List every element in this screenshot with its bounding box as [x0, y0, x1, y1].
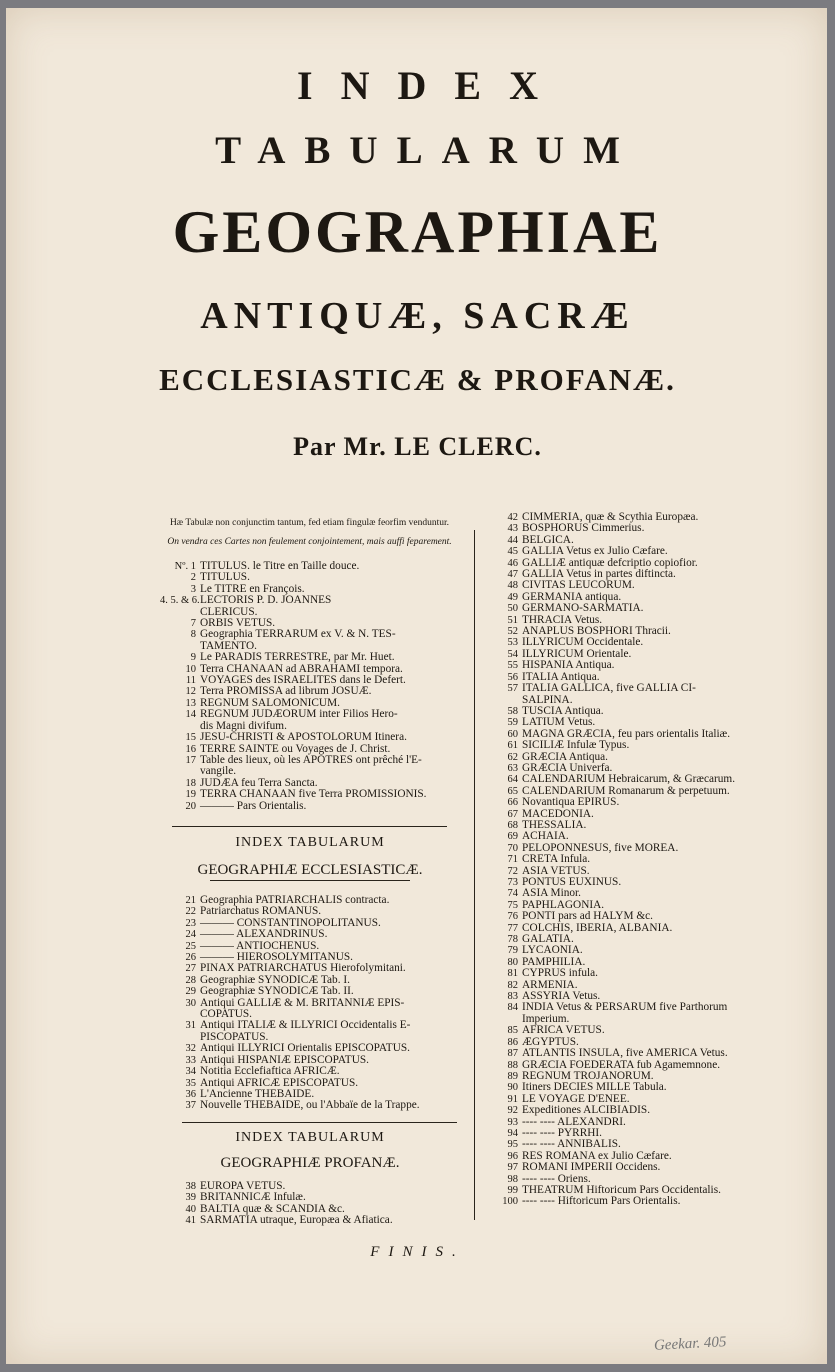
entry-number: 14: [185, 709, 196, 721]
map-entry: [482, 854, 782, 865]
entry-number: 41: [185, 1215, 196, 1227]
entry-number: 33: [185, 1054, 196, 1066]
entry-number: 88: [507, 1059, 518, 1071]
entry-title: ---- ---- Oriens.: [522, 1172, 591, 1185]
entry-number: 40: [185, 1203, 196, 1215]
entry-number: 18: [185, 777, 196, 789]
map-entry: [482, 1082, 782, 1093]
entry-title: ——— Pars Orientalis.: [200, 799, 307, 812]
entry-title: ÆGYPTUS.: [522, 1035, 579, 1048]
entry-title: Geographia PATRIARCHALIS contracta.: [200, 894, 390, 906]
entry-title: GALLIA Vetus in partes diftincta.: [522, 568, 676, 581]
entry-number: 91: [507, 1093, 518, 1105]
entry-title: CALENDARIUM Romanarum & perpetuum.: [522, 784, 730, 797]
entry-title: ——— CONSTANTINOPOLITANUS.: [200, 916, 381, 929]
entry-title: Geographiæ SYNODICÆ Tab. I.: [200, 973, 350, 986]
map-entry: [482, 740, 782, 751]
entry-number: 52: [507, 626, 518, 638]
entry-number: 96: [507, 1150, 518, 1162]
entry-number: 73: [507, 877, 518, 888]
entry-number: 80: [507, 956, 518, 968]
entry-number: [482, 695, 522, 706]
entry-title: PISCOPATUS.: [200, 1030, 269, 1043]
entry-number: 70: [507, 842, 518, 854]
entry-title: LECTORIS P. D. JOANNES: [200, 594, 332, 607]
entry-title: LYCAONIA.: [522, 944, 583, 957]
entry-number: 39: [185, 1192, 196, 1204]
entry-title: Le PARADIS TERRESTRE, par Mr. Huet.: [200, 651, 395, 664]
divider: [172, 826, 447, 827]
entry-number: 25: [185, 940, 196, 952]
entry-number: 100: [502, 1196, 518, 1208]
ecclesiastic-subheading: GEOGRAPHIÆ ECCLESIASTICÆ.: [197, 862, 423, 878]
entry-title: Antiqui ILLYRICI Orientalis EPISCOPATUS.: [200, 1042, 410, 1055]
entry-number: 47: [507, 569, 518, 581]
entry-number: [160, 1032, 200, 1043]
entry-title: LE VOYAGE D'ENEE.: [522, 1092, 630, 1105]
entry-number: 82: [507, 979, 518, 991]
entry-number: 78: [507, 934, 518, 946]
map-entry: [482, 911, 782, 922]
entry-number: 66: [507, 797, 518, 809]
entry-number: 13: [185, 697, 196, 709]
entry-number: 51: [507, 614, 518, 626]
entry-number: 30: [185, 997, 196, 1009]
entry-title: ---- ---- ALEXANDRI.: [522, 1115, 626, 1128]
entry-title: Expeditiones ALCIBIADIS.: [522, 1104, 651, 1117]
entry-title: MAGNA GRÆCIA, feu pars orientalis Italiæ.: [522, 727, 731, 740]
entry-number: 59: [507, 717, 518, 729]
profane-map-list-continued: [482, 512, 782, 1208]
map-entry: [160, 1215, 460, 1226]
entry-title: GERMANIA antiqua.: [522, 590, 622, 603]
entry-number: 8: [190, 629, 196, 641]
entry-title: MACEDONIA.: [522, 807, 594, 820]
entry-title: CRETA Infula.: [522, 853, 591, 866]
map-entry: [482, 1025, 782, 1036]
entry-title: ---- ---- Hiftoricum Pars Orientalis.: [522, 1195, 681, 1208]
entry-title: RES ROMANA ex Julio Cæfare.: [522, 1149, 672, 1162]
entry-number: Nº. 1: [174, 561, 196, 572]
entry-title: Antiqui AFRICÆ EPISCOPATUS.: [200, 1076, 359, 1089]
ecclesiastic-map-list: [160, 895, 460, 1112]
map-entry: [160, 652, 460, 663]
entry-number: 65: [507, 785, 518, 797]
entry-number: 9: [190, 652, 196, 664]
entry-number: 84: [507, 1002, 518, 1014]
entry-number: 24: [185, 929, 196, 941]
entry-title: TAMENTO.: [200, 639, 257, 652]
entry-number: 87: [507, 1048, 518, 1060]
entry-number: 67: [507, 808, 518, 820]
map-entry: [160, 595, 460, 606]
entry-title: GALLIA Vetus ex Julio Cæfare.: [522, 545, 668, 558]
entry-number: 32: [185, 1043, 196, 1055]
sacred-map-list: [160, 561, 460, 812]
entry-number: 3: [190, 583, 196, 595]
entry-number: 61: [507, 740, 518, 752]
entry-number: [160, 607, 200, 618]
profane-heading: INDEX TABULARUM: [235, 1130, 385, 1145]
map-entry: [482, 660, 782, 671]
entry-title: CLERICUS.: [200, 605, 258, 618]
entry-number: 62: [507, 751, 518, 763]
entry-title: BRITANNICÆ Infulæ.: [200, 1191, 306, 1204]
entry-title: ITALIA Antiqua.: [522, 670, 600, 683]
title-index: INDEX: [297, 63, 566, 108]
entry-title: PINAX PATRIARCHATUS Hierofolymitani.: [200, 962, 406, 975]
entry-title: Antiqui GALLIÆ & M. BRITANNIÆ EPIS-: [200, 996, 405, 1009]
entry-number: 71: [507, 854, 518, 866]
entry-title: SALPINA.: [522, 693, 573, 706]
entry-title: ITALIA GALLICA, five GALLIA CI-: [522, 682, 696, 695]
entry-title: Geographia TERRARUM ex V. & N. TES-: [200, 628, 396, 641]
map-entry: [160, 801, 460, 812]
entry-title: VOYAGES des ISRAELITES dans le Defert.: [200, 674, 406, 687]
divider: [182, 1122, 457, 1123]
finis: FINIS.: [370, 1244, 465, 1260]
entry-title: Patriarchatus ROMANUS.: [200, 905, 322, 918]
entry-title: TUSCIA Antiqua.: [522, 704, 604, 717]
entry-title: ---- ---- ANNIBALIS.: [522, 1138, 621, 1151]
entry-title: GERMANO-SARMATIA.: [522, 602, 644, 615]
entry-title: COLCHIS, IBERIA, ALBANIA.: [522, 921, 673, 934]
entry-number: 57: [507, 683, 518, 695]
entry-number: 11: [185, 675, 196, 687]
title-antiquae-sacrae: ANTIQUÆ, SACRÆ: [200, 295, 635, 337]
entry-number: 26: [185, 952, 196, 964]
entry-number: 29: [185, 986, 196, 998]
entry-number: 28: [185, 974, 196, 986]
entry-number: 83: [507, 991, 518, 1003]
entry-title: THEATRUM Hiftoricum Pars Occidentalis.: [522, 1183, 721, 1196]
entry-title: GALATIA.: [522, 933, 574, 946]
map-entry: [160, 929, 460, 940]
entry-title: EUROPA VETUS.: [200, 1180, 286, 1192]
entry-number: 93: [507, 1116, 518, 1128]
entry-title: BOSPHORUS Cimmerius.: [522, 522, 645, 535]
entry-number: 42: [507, 512, 518, 523]
map-entry: [160, 732, 460, 743]
entry-number: 79: [507, 945, 518, 957]
entry-number: 76: [507, 911, 518, 923]
author-line: Par Mr. LE CLERC.: [293, 432, 542, 461]
entry-title: L'Ancienne THEBAIDE.: [200, 1087, 315, 1100]
entry-number: 12: [185, 686, 196, 698]
entry-title: PAMPHILIA.: [522, 955, 586, 968]
entry-number: [160, 721, 200, 732]
entry-title: JUDÆA feu Terra Sancta.: [200, 776, 318, 789]
entry-title: ASIA VETUS.: [522, 864, 590, 877]
entry-number: 99: [507, 1184, 518, 1196]
entry-number: 86: [507, 1036, 518, 1048]
entry-number: 2: [190, 572, 196, 584]
entry-title: Table des lieux, où les APOTRES ont prêché l'E-: [200, 753, 422, 766]
map-entry: [482, 546, 782, 557]
entry-title: ---- ---- PYRRHI.: [522, 1126, 602, 1139]
entry-number: 7: [190, 618, 196, 630]
entry-title: TITULUS.: [200, 571, 250, 584]
entry-number: [160, 1009, 200, 1020]
entry-number: 44: [507, 534, 518, 546]
column-rule: [474, 530, 475, 1220]
entry-number: 68: [507, 819, 518, 831]
entry-number: 38: [185, 1181, 196, 1192]
entry-number: [160, 766, 200, 777]
entry-number: 48: [507, 580, 518, 592]
entry-number: 98: [507, 1173, 518, 1185]
entry-number: 27: [185, 963, 196, 975]
entry-number: 92: [507, 1105, 518, 1117]
profane-subheading: GEOGRAPHIÆ PROFANÆ.: [220, 1155, 400, 1171]
entry-title: ILLYRICUM Orientale.: [522, 647, 632, 660]
map-entry: [482, 1162, 782, 1173]
entry-title: ANAPLUS BOSPHORI Thracii.: [522, 625, 671, 638]
map-entry: [482, 968, 782, 979]
entry-number: 31: [185, 1020, 196, 1032]
entry-title: Novantiqua EPIRUS.: [522, 796, 620, 809]
entry-number: 43: [507, 523, 518, 535]
entry-number: 85: [507, 1025, 518, 1037]
map-entry: [160, 1100, 460, 1111]
entry-title: Geographiæ SYNODICÆ Tab. II.: [200, 985, 354, 998]
entry-title: Imperium.: [522, 1012, 570, 1025]
entry-number: 22: [185, 906, 196, 918]
entry-title: LATIUM Vetus.: [522, 716, 596, 729]
map-entry: [160, 789, 460, 800]
shelfmark: Geekar. 405: [653, 1334, 727, 1354]
entry-title: Le TITRE en François.: [200, 582, 305, 595]
entry-number: 74: [507, 888, 518, 900]
entry-title: Terra CHANAAN ad ABRAHAMI tempora.: [200, 662, 403, 675]
entry-title: CIMMERIA, quæ & Scythia Europæa.: [522, 511, 699, 523]
entry-number: 49: [507, 591, 518, 603]
entry-title: REGNUM TROJANORUM.: [522, 1069, 654, 1082]
entry-number: 19: [185, 789, 196, 801]
entry-title: Nouvelle THEBAIDE, ou l'Abbaïe de la Trappe.: [200, 1099, 420, 1112]
entry-title: GRÆCIA Univerfa.: [522, 761, 613, 774]
entry-title: BALTIA quæ & SCANDIA &c.: [200, 1202, 345, 1215]
entry-title: REGNUM JUDÆORUM inter Filios Hero-: [200, 708, 398, 721]
entry-title: ASIA Minor.: [522, 887, 582, 900]
entry-number: [160, 641, 200, 652]
entry-title: TERRA CHANAAN five Terra PROMISSIONIS.: [200, 788, 427, 801]
map-entry: [160, 1066, 460, 1077]
entry-number: 45: [507, 546, 518, 558]
entry-title: Terra PROMISSA ad librum JOSUÆ.: [200, 685, 372, 698]
entry-title: Notitia Ecclefiaftica AFRICÆ.: [200, 1065, 340, 1078]
entry-title: HISPANIA Antiqua.: [522, 659, 615, 672]
entry-title: GALLIÆ antiquæ defcriptio copiofior.: [522, 556, 698, 569]
entry-title: ——— HIEROSOLYMITANUS.: [200, 951, 353, 964]
map-entry: [482, 683, 782, 694]
entry-number: 46: [507, 557, 518, 569]
entry-title: Antiqui ITALIÆ & ILLYRICI Occidentalis E-: [200, 1019, 411, 1032]
entry-number: 89: [507, 1070, 518, 1082]
entry-title: ILLYRICUM Occidentale.: [522, 636, 644, 649]
title-geographiae: GEOGRAPHIAE: [172, 199, 663, 265]
entry-number: 69: [507, 831, 518, 843]
entry-title: ACHAIA.: [522, 830, 569, 843]
divider: [210, 880, 410, 881]
entry-title: BELGICA.: [522, 533, 574, 546]
entry-number: 56: [507, 671, 518, 683]
map-entry: [160, 766, 460, 777]
entry-number: 72: [507, 865, 518, 877]
entry-number: 20: [185, 800, 196, 812]
notice-french: On vendra ces Cartes non feulement conjointement, mais auffi feparement.: [167, 537, 452, 547]
title-ecclesiasticae-profanae: ECCLESIASTICÆ & PROFANÆ.: [159, 362, 676, 397]
entry-number: 95: [507, 1139, 518, 1151]
entry-title: AFRICA VETUS.: [522, 1024, 605, 1037]
entry-number: 60: [507, 728, 518, 740]
map-entry: [160, 986, 460, 997]
entry-number: [482, 1014, 522, 1025]
entry-title: SICILIÆ Infulæ Typus.: [522, 739, 630, 752]
entry-title: TITULUS. le Titre en Taille douce.: [200, 560, 360, 572]
entry-title: CYPRUS infula.: [522, 967, 598, 980]
entry-number: 75: [507, 899, 518, 911]
entry-title: THESSALIA.: [522, 818, 587, 831]
entry-title: CALENDARIUM Hebraicarum, & Græcarum.: [522, 773, 736, 786]
entry-title: vangile.: [200, 765, 237, 778]
entry-title: COPATUS.: [200, 1008, 253, 1021]
entry-number: 63: [507, 762, 518, 774]
map-entry: [482, 1196, 782, 1207]
entry-number: 97: [507, 1162, 518, 1174]
entry-title: GRÆCIA FOEDERATA fub Agamemnone.: [522, 1058, 721, 1071]
entry-number: 15: [185, 732, 196, 744]
entry-title: PONTI pars ad HALYM &c.: [522, 910, 653, 923]
entry-number: 94: [507, 1127, 518, 1139]
map-entry: [482, 797, 782, 808]
profane-map-list: [160, 1181, 460, 1227]
entry-title: ROMANI IMPERII Occidens.: [522, 1161, 661, 1174]
entry-title: ATLANTIS INSULA, five AMERICA Vetus.: [522, 1047, 728, 1060]
entry-number: 16: [185, 743, 196, 755]
entry-number: 35: [185, 1077, 196, 1089]
entry-number: 17: [185, 754, 196, 766]
entry-title: ASSYRIA Vetus.: [522, 990, 601, 1003]
entry-number: 37: [185, 1100, 196, 1112]
entry-number: 90: [507, 1082, 518, 1094]
entry-title: ——— ANTIOCHENUS.: [200, 939, 320, 952]
notice-latin: Hæ Tabulæ non conjunctim tantum, fed etiam fingulæ feorfim venduntur.: [169, 518, 450, 528]
entry-title: INDIA Vetus & PERSARUM five Parthorum: [522, 1001, 728, 1014]
entry-title: Antiqui HISPANIÆ EPISCOPATUS.: [200, 1053, 369, 1066]
entry-title: dis Magni divifum.: [200, 719, 287, 732]
entry-title: TERRE SAINTE ou Voyages de J. Christ.: [200, 742, 391, 755]
entry-title: PONTUS EUXINUS.: [522, 876, 622, 888]
entry-number: 53: [507, 637, 518, 649]
map-entry: [482, 603, 782, 614]
entry-number: 77: [507, 922, 518, 934]
entry-number: 21: [185, 895, 196, 906]
entry-number: 23: [185, 917, 196, 929]
entry-number: 36: [185, 1088, 196, 1100]
entry-title: ARMENIA.: [522, 978, 578, 991]
map-entry: [482, 1048, 782, 1059]
map-entry: [482, 717, 782, 728]
entry-number: 58: [507, 705, 518, 717]
entry-title: Itiners DECIES MILLE Tabula.: [522, 1081, 667, 1094]
entry-number: 34: [185, 1066, 196, 1078]
entry-title: SARMATIA utraque, Europæa & Afiatica.: [200, 1214, 393, 1227]
ecclesiastic-heading: INDEX TABULARUM: [235, 835, 385, 850]
map-entry: [482, 1105, 782, 1116]
entry-number: 4. 5. & 6.: [160, 595, 200, 607]
map-entry: [160, 1043, 460, 1054]
title-tabularum: TABULARUM: [215, 129, 639, 172]
entry-title: GRÆCIA Antiqua.: [522, 750, 608, 763]
map-entry: [160, 709, 460, 720]
entry-title: ——— ALEXANDRINUS.: [200, 928, 328, 941]
entry-number: 50: [507, 603, 518, 615]
entry-title: JESU-CHRISTI & APOSTOLORUM Itinera.: [200, 731, 407, 744]
entry-title: CIVITAS LEUCORUM.: [522, 579, 635, 592]
entry-title: PAPHLAGONIA.: [522, 898, 605, 911]
entry-title: REGNUM SALOMONICUM.: [200, 696, 340, 709]
entry-number: 10: [185, 663, 196, 675]
entry-number: 54: [507, 648, 518, 660]
entry-title: THRACIA Vetus.: [522, 613, 603, 626]
entry-number: 64: [507, 774, 518, 786]
entry-title: PELOPONNESUS, five MOREA.: [522, 841, 679, 854]
entry-number: 55: [507, 660, 518, 672]
entry-number: 81: [507, 968, 518, 980]
entry-title: ORBIS VETUS.: [200, 617, 276, 630]
